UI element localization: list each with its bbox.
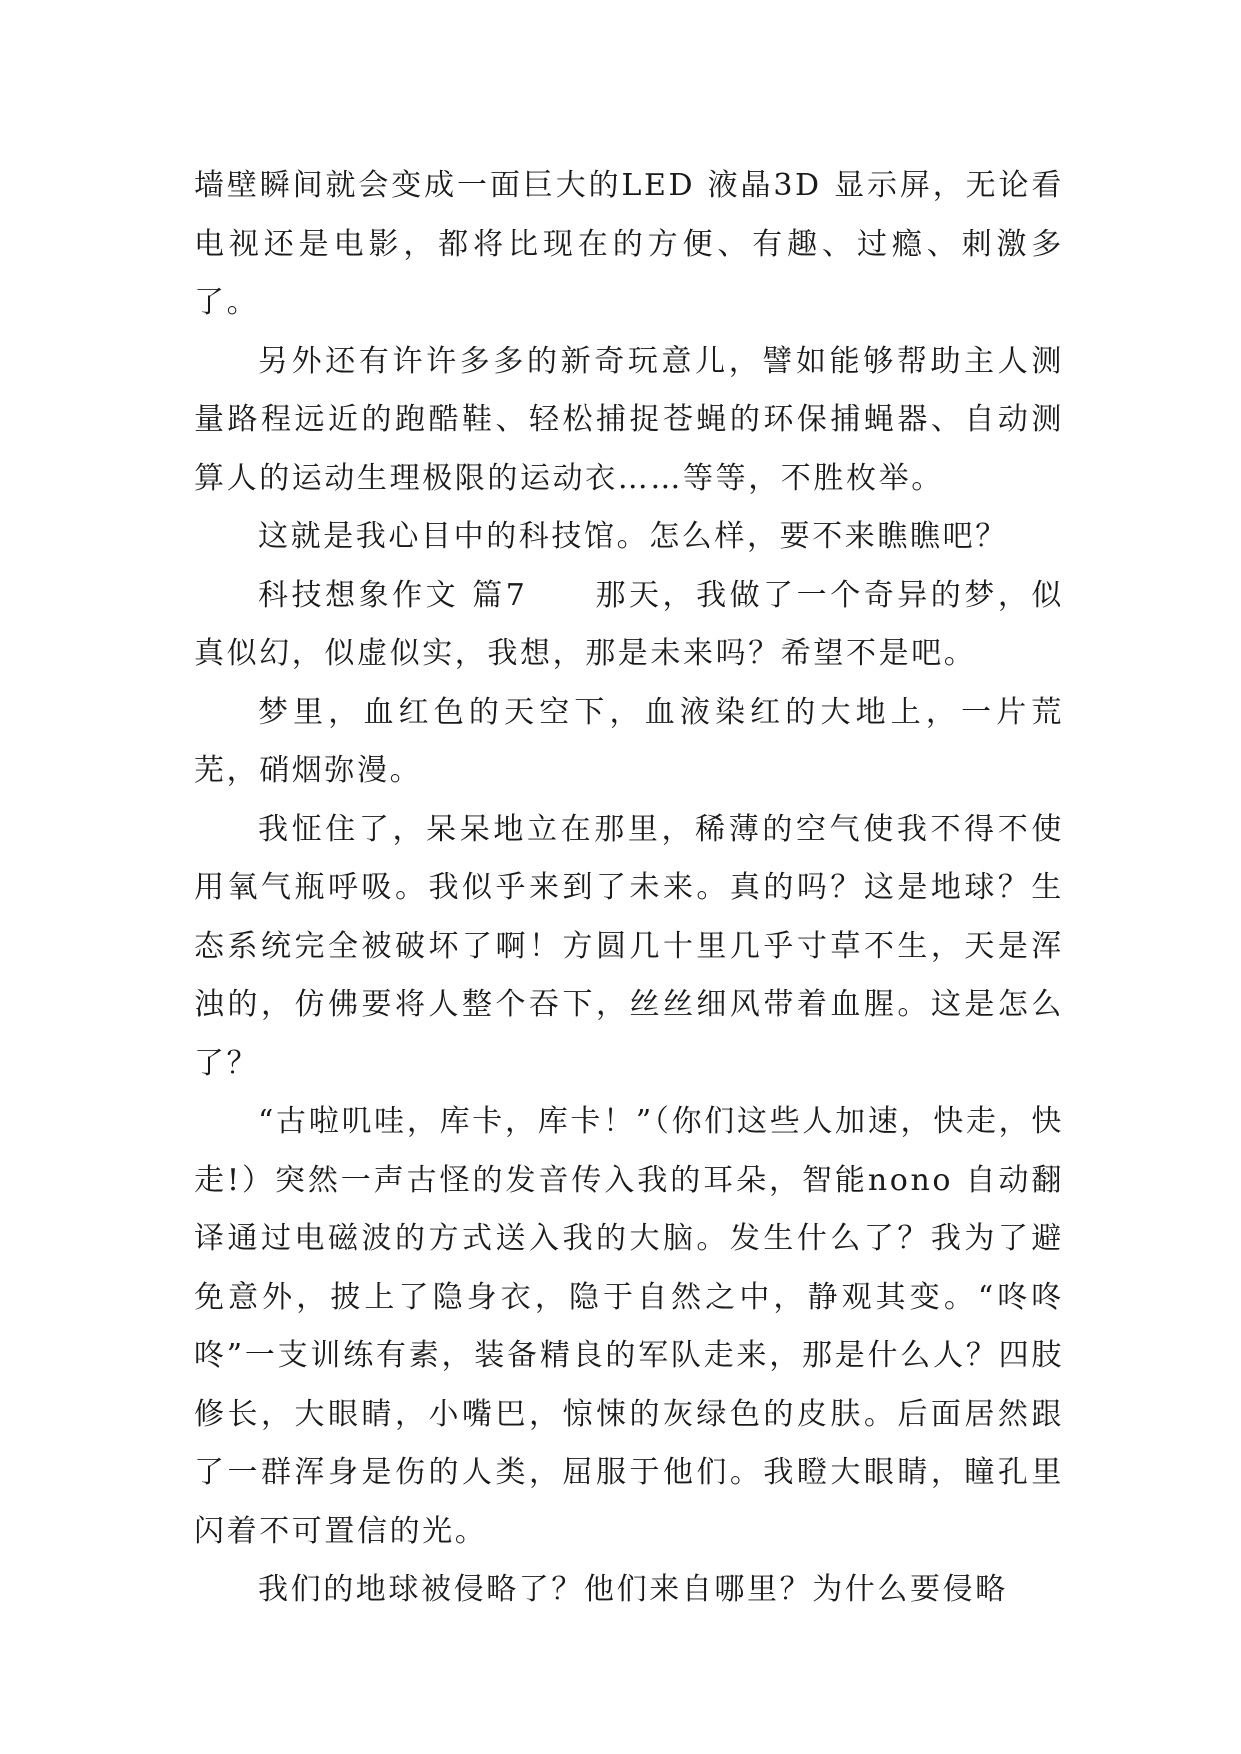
body-text: [194, 157, 1064, 1620]
paragraph: “古啦叽哇，库卡，库卡！”（你们这些人加速，快走，快走!）突然一声古怪的发音传入我的耳朵，智能nono 自动翻译通过电磁波的方式送入我的大脑。发生什么了？我为了避免意外，披上了隐身衣，隐于自然之中，静观其变。“咚咚咚”一支训练有素，装备精良的军队走来，那是什么人？四肢修长，大眼睛，小嘴巴，惊悚的灰绿色的皮肤。后面居然跟了一群浑身是伤的人类，屈服于他们。我瞪大眼睛，瞳孔里闪着不可置信的光。: [194, 1104, 1064, 1549]
paragraph: 我们的地球被侵略了？他们来自哪里？为什么要侵略: [258, 1572, 1008, 1607]
paragraph: 另外还有许许多多的新奇玩意儿，譬如能够帮助主人测量路程远近的跑酷鞋、轻松捕捉苍蝇的环保捕蝇器、自动测算人的运动生理极限的运动衣……等等，不胜枚举。: [194, 343, 1064, 496]
paragraph: 这就是我心目中的科技馆。怎么样，要不来瞧瞧吧？: [258, 519, 1008, 554]
paragraph: 梦里，血红色的天空下，血液染红的大地上，一片荒芜，硝烟弥漫。: [194, 694, 1064, 788]
paragraph: 我怔住了，呆呆地立在那里，稀薄的空气使我不得不使用氧气瓶呼吸。我似乎来到了未来。真的吗？这是地球？生态系统完全被破坏了啊！方圆几十里几乎寸草不生，天是浑浊的，仿佛要将人整个吞下，丝丝细风带着血腥。这是怎么了？: [194, 811, 1064, 1081]
paragraph: 科技想象作文 篇7 那天，我做了一个奇异的梦，似真似幻，似虚似实，我想，那是未来吗？希望不是吧。: [194, 577, 1064, 671]
paragraph: 墙壁瞬间就会变成一面巨大的LED 液晶3D 显示屏，无论看电视还是电影，都将比现在的方便、有趣、过瘾、刺激多了。: [194, 168, 1064, 320]
